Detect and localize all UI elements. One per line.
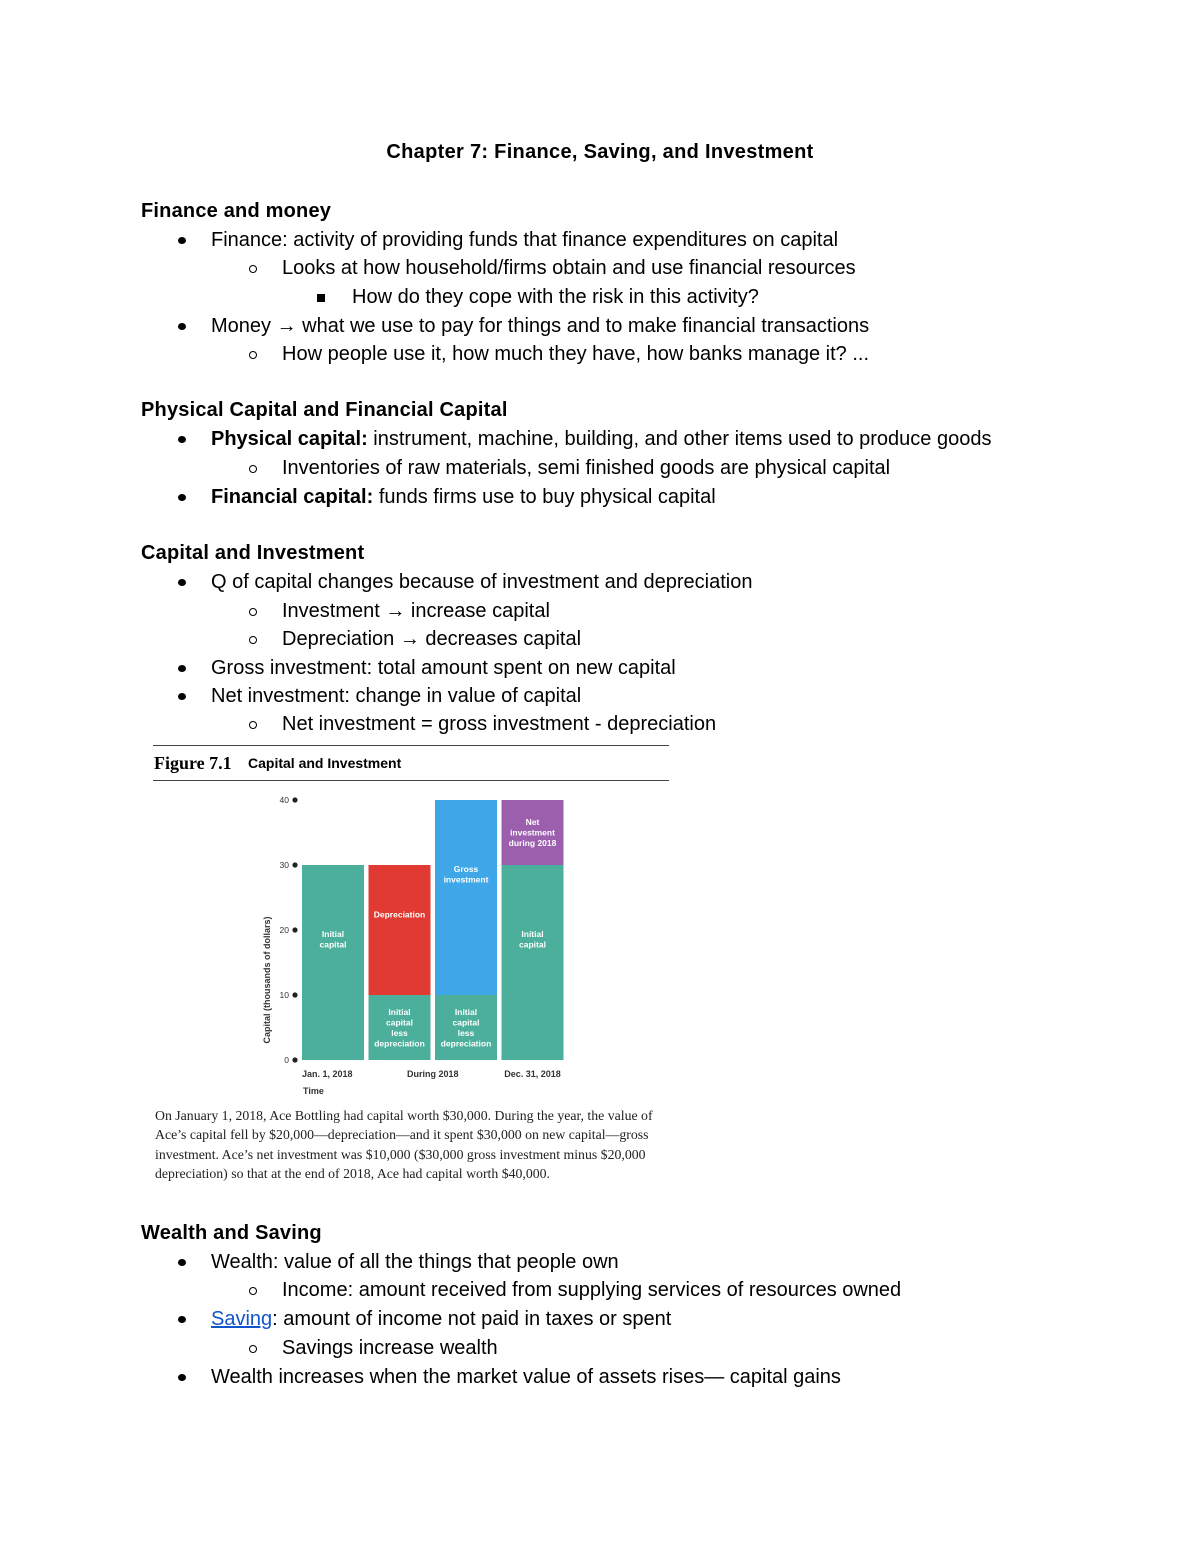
list-item: Looks at how household/firms obtain and use financial resources — [282, 257, 856, 280]
segment-label: capital — [519, 939, 546, 950]
x-tick-label: Dec. 31, 2018 — [504, 1069, 561, 1079]
segment-label: Gross — [453, 863, 479, 874]
x-tick-label: During 2018 — [406, 1069, 459, 1079]
list-item: Depreciation → decreases capital — [282, 628, 581, 651]
list-item: Income: amount received from supplying services of resources owned — [282, 1279, 901, 1302]
segment-label: less — [391, 1027, 408, 1038]
bullet-circle-icon — [249, 1287, 257, 1295]
y-tick-dot — [292, 797, 297, 802]
segment-label: less — [457, 1027, 475, 1038]
list-item: Net investment = gross investment - depreciation — [282, 713, 716, 736]
bullet-circle-icon — [249, 465, 257, 473]
heading-physical-capital: Physical Capital and Financial Capital — [141, 399, 508, 421]
y-axis-label: Capital (thousands of dollars) — [262, 916, 272, 1044]
y-tick-dot — [292, 992, 297, 997]
bullet-circle-icon — [249, 351, 257, 359]
segment-label: capital — [452, 1017, 480, 1028]
segment-label: Initial — [388, 1006, 411, 1017]
heading-wealth-and-saving: Wealth and Saving — [141, 1222, 322, 1244]
segment-label: Net — [525, 817, 540, 827]
y-tick-label: 20 — [279, 925, 289, 935]
segment-label: Initial — [321, 928, 345, 939]
saving-link[interactable]: Saving — [211, 1308, 273, 1330]
y-tick-dot — [292, 927, 297, 932]
bar-segment — [435, 800, 497, 995]
bar-segment — [369, 865, 431, 995]
list-item: Net investment: change in value of capital — [211, 685, 581, 708]
x-tick-label: Jan. 1, 2018 — [302, 1069, 353, 1079]
bullet-dot-icon — [178, 579, 186, 586]
bullet-circle-icon — [249, 636, 257, 644]
y-tick-dot — [292, 862, 297, 867]
bullet-dot-icon — [178, 1374, 186, 1381]
list-item: Saving: amount of income not paid in taxes or spent — [211, 1308, 671, 1331]
segment-label: depreciation — [374, 1038, 425, 1049]
bullet-dot-icon — [178, 1259, 186, 1266]
list-item: How people use it, how much they have, how banks manage it? ... — [282, 343, 869, 366]
list-item: Financial capital: funds firms use to buy physical capital — [211, 486, 716, 509]
figure-title: Capital and Investment — [248, 755, 402, 771]
y-tick-label: 30 — [279, 860, 289, 870]
segment-label: Initial — [521, 928, 544, 939]
y-tick-label: 10 — [279, 990, 289, 1000]
bullet-dot-icon — [178, 237, 186, 244]
segment-label: during 2018 — [508, 838, 557, 848]
bullet-square-icon — [317, 294, 325, 302]
list-item: Physical capital: instrument, machine, building, and other items used to produce goods — [211, 428, 991, 451]
figure-caption: On January 1, 2018, Ace Bottling had capital worth $30,000. During the year, the value of Ace’s capital fell by $20,000—depreciation—and it spent $30,000 on new capital—gross investment. Ace’s net investment was $10,000 ($30,000 gross investment minus $20,000 depreciation) so that at the end of 2018, Ace had capital worth $40,000. — [155, 1108, 653, 1181]
figure-7-1 — [153, 744, 670, 1204]
segment-label: investment — [510, 827, 555, 838]
segment-label: depreciation — [440, 1038, 492, 1049]
list-item: Money → what we use to pay for things and to make financial transactions — [211, 315, 869, 338]
bar-segment — [302, 865, 364, 1060]
list-item: How do they cope with the risk in this activity? — [352, 286, 759, 309]
list-item: Q of capital changes because of investment and depreciation — [211, 571, 752, 594]
list-item: Savings increase wealth — [282, 1337, 498, 1360]
bullet-circle-icon — [249, 721, 257, 729]
capital-investment-chart — [153, 744, 670, 1104]
list-item: Finance: activity of providing funds that finance expenditures on capital — [211, 229, 838, 252]
bullet-dot-icon — [178, 436, 186, 443]
x-axis-label: Time — [303, 1086, 324, 1096]
bullet-dot-icon — [178, 665, 186, 672]
list-item: Inventories of raw materials, semi finished goods are physical capital — [282, 457, 890, 480]
segment-label: investment — [443, 874, 489, 885]
heading-finance-and-money: Finance and money — [141, 200, 332, 222]
bullet-circle-icon — [249, 1345, 257, 1353]
bullet-dot-icon — [178, 323, 186, 330]
list-item: Gross investment: total amount spent on new capital — [211, 657, 676, 680]
bullet-dot-icon — [178, 494, 186, 501]
segment-label: capital — [319, 939, 347, 950]
bullet-circle-icon — [249, 608, 257, 616]
y-tick-label: 0 — [284, 1055, 289, 1065]
bar-segment — [502, 865, 564, 1060]
segment-label: capital — [386, 1017, 413, 1028]
heading-capital-and-investment: Capital and Investment — [141, 542, 365, 564]
figure-number: Figure 7.1 — [154, 753, 232, 773]
segment-label: Depreciation — [373, 909, 426, 920]
bullet-dot-icon — [178, 1316, 186, 1323]
page-title: Chapter 7: Finance, Saving, and Investment — [386, 141, 814, 163]
list-item: Wealth increases when the market value of assets rises— capital gains — [211, 1366, 841, 1389]
y-tick-dot — [292, 1057, 297, 1062]
segment-label: Initial — [454, 1006, 478, 1017]
list-item: Investment → increase capital — [282, 600, 550, 623]
bullet-dot-icon — [178, 693, 186, 700]
bullet-circle-icon — [249, 265, 257, 273]
list-item: Wealth: value of all the things that people own — [211, 1251, 619, 1274]
y-tick-label: 40 — [279, 795, 289, 805]
